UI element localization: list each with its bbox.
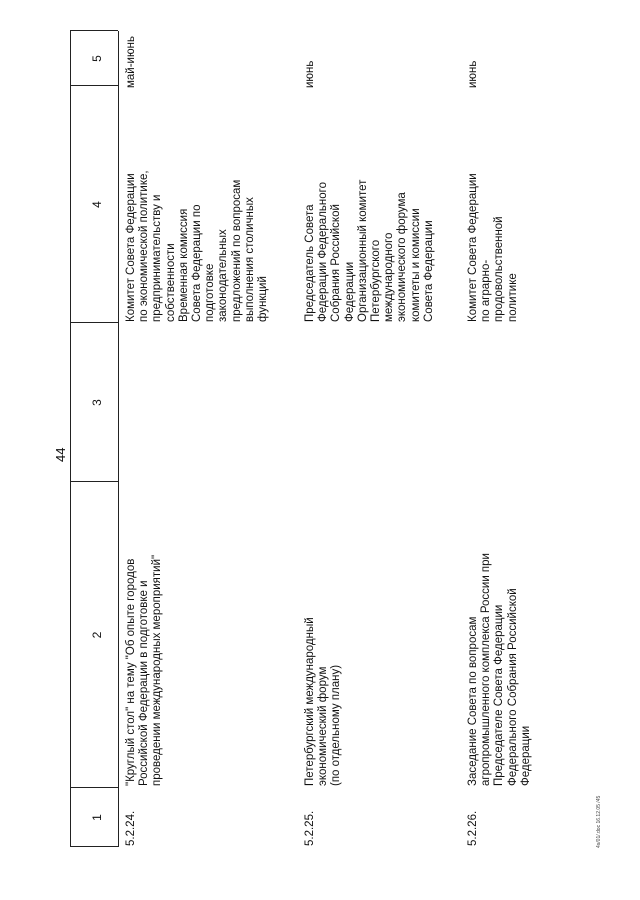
date: июнь — [467, 60, 479, 88]
responsible: Председатель Совета Федерации Федерального Собрания Российской Федерации Организационный комитет Петербургского международного экономического форума комитеты и комиссии Совета Федерации — [304, 179, 435, 322]
row-number: 5.2.24. — [125, 810, 137, 846]
table-header-bottom-border — [118, 31, 119, 847]
date: июнь — [304, 60, 316, 88]
column-header-3: 3 — [90, 399, 104, 406]
responsible: Комитет Совета Федерации по экономической политике, предпринимательству и собственности Временная комиссия Совета Федерации по подготовке законодательных предложений по вопросам выполнения столичных функций — [125, 170, 270, 322]
table-top-border — [70, 31, 71, 847]
column-header-1: 1 — [90, 814, 104, 821]
footer-file-stamp: 4s/01/.doc 16.12.05 /45 — [596, 795, 602, 848]
event-name: Заседание Совета по вопросам агропромышленного комплекса России при Председателе Совета Федерации Федерального Собрания Российской Федерации — [467, 553, 532, 786]
column-header-5: 5 — [90, 55, 104, 62]
date: май-июнь — [125, 36, 137, 88]
column-header-4: 4 — [90, 201, 104, 208]
event-name: Петербургский международный экономический форум (по отдельному плану) — [304, 617, 343, 786]
responsible: Комитет Совета Федерации по аграрно- продовольственной политике — [467, 173, 519, 322]
row-number: 5.2.26. — [467, 810, 479, 846]
event-name: "Круглый стол" на тему "Об опыте городов Российской Федерации в подготовке и проведении международных мероприятий" — [125, 554, 164, 786]
page-number: 44 — [53, 447, 68, 462]
row-number: 5.2.25. — [304, 810, 316, 846]
column-header-2: 2 — [90, 631, 104, 639]
